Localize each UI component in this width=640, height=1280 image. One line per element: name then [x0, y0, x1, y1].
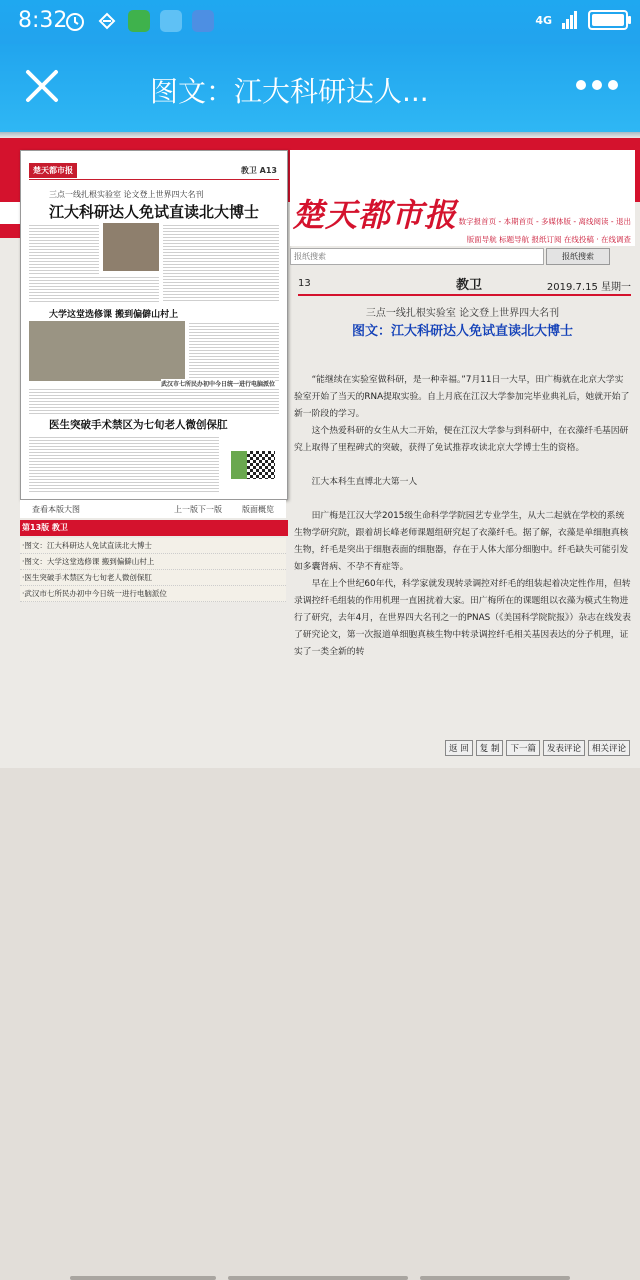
paragraph: 早在上个世纪60年代，科学家就发现转录调控对纤毛的组装起着决定性作用，但转录调控纤毛组装的作用机理一直困扰着大家。田广梅所在的课题组以衣藻为模式生物进行了研究，去年4月，在世界四大名刊之一的PNAS（《美国科学院院报》）杂志在线发表了研究论文，第一次报道单细胞真核生物中转录调控纤毛相关基因表达的分子机理，证实了一类全新的转: [294, 579, 631, 657]
edition-date: 2019.7.15 星期一: [546, 282, 631, 293]
copy-button[interactable]: 复 制: [476, 740, 504, 756]
article-list: [20, 538, 286, 602]
thumbnail-photo-1: [103, 223, 159, 271]
status-bar: [0, 0, 640, 44]
page-thumbnail[interactable]: [20, 150, 288, 500]
search-row: [290, 248, 635, 264]
search-button[interactable]: 报纸搜索: [546, 248, 610, 265]
list-item[interactable]: ·图文：大学这堂选修课 搬到偏僻山村上: [20, 554, 286, 570]
banner-tab-red: [0, 224, 20, 238]
cloud-app-icon: [192, 10, 214, 32]
next-article-button[interactable]: 下一篇: [506, 740, 540, 756]
banner-tab: [0, 202, 20, 224]
edition-name: 教卫: [456, 278, 483, 293]
sub-links[interactable]: 版面导航 标题导航 报纸订阅 在线投稿 · 在线调查: [466, 235, 631, 244]
status-time: 8:32: [18, 8, 68, 33]
top-links[interactable]: 数字报首页 - 本期首页 - 多媒体版 - 离线阅读 - 退出: [458, 217, 631, 226]
issue-label: 第13版 教卫: [20, 520, 288, 536]
thumbnail-logo: 楚天都市报: [29, 163, 77, 178]
view-large-link[interactable]: 查看本版大图: [32, 505, 80, 514]
prev-page-link[interactable]: 上一版: [174, 505, 198, 514]
back-button[interactable]: 返 回: [445, 740, 473, 756]
edition-row: [298, 274, 631, 296]
close-icon[interactable]: [22, 66, 62, 106]
edition-number: 13: [298, 278, 311, 289]
article-body: [294, 372, 632, 657]
shield-app-icon: [160, 10, 182, 32]
list-item[interactable]: ·医生突破手术禁区为七旬老人微创保肛: [20, 570, 286, 586]
list-item[interactable]: ·武汉市七所民办初中今日统一进行电脑派位: [20, 586, 286, 602]
network-type: 4G: [535, 13, 552, 27]
post-comment-button[interactable]: 发表评论: [543, 740, 585, 756]
paragraph: “能继续在实验室做科研，是一种幸福。”7月11日一大早，田广梅就在北京大学实验室开始了当天的RNA提取实验。自上月底在江汉大学参加完毕业典礼后，她就开始了新一阶段的学习。: [294, 375, 630, 419]
paragraph: 江大本科生直博北大第一人: [294, 477, 418, 487]
newspaper-logo: 楚天都市报: [292, 196, 458, 234]
paragraph: 这个热爱科研的女生从大二开始，便在江汉大学参与到科研中，在衣藻纤毛基因研究上取得了里程碑式的突破，获得了免试推荐攻读北京大学博士生的资格。: [294, 426, 629, 453]
more-icon[interactable]: [576, 80, 618, 90]
search-input[interactable]: [290, 248, 544, 265]
thumbnail-story-2: 大学这堂选修课 搬到偏僻山村上: [49, 310, 179, 320]
thumbnail-story-3: 医生突破手术禁区为七旬老人微创保肛: [49, 419, 228, 431]
article-actions: [445, 740, 630, 756]
title-bar: [0, 44, 640, 132]
thumbnail-lead: 三点一线扎根实验室 论文登上世界四大名刊: [49, 190, 204, 199]
alarm-icon: [64, 10, 86, 32]
page-title: 图文：江大科研达人...: [150, 75, 429, 108]
article-title: 图文：江大科研达人免试直读北大博士: [351, 324, 573, 339]
sync-icon: [96, 10, 118, 32]
signal-icon: [562, 11, 578, 29]
battery-icon: [588, 10, 628, 30]
related-comments-button[interactable]: 相关评论: [588, 740, 630, 756]
thumbnail-story-4: 武汉市七所民办初中今日统一进行电脑派位: [161, 381, 276, 388]
paragraph: 田广梅是江汉大学2015级生命科学学院园艺专业学生，从大二起就在学校的系统生物学研究院，跟着胡长峰老师课题组研究起了衣藻纤毛。据了解，衣藻是单细胞真核生物，纤毛是突出于细胞表面的细胞器，存在于人体大部分细胞中。纤毛缺失可能引发如多囊肾病、不孕不育症等。: [294, 511, 629, 572]
thumbnail-section: 教卫 A13: [240, 166, 277, 175]
next-page-link[interactable]: 下一版: [198, 505, 222, 514]
list-item[interactable]: ·图文：江大科研达人免试直读北大博士: [20, 538, 286, 554]
upload-app-icon: [128, 10, 150, 32]
thumbnail-qr-code: [247, 451, 275, 479]
masthead: [290, 150, 635, 246]
thumbnail-nav: [20, 500, 286, 518]
thumbnail-headline: 江大科研达人免试直读北大博士: [49, 203, 260, 221]
overview-link[interactable]: 版面概览: [242, 505, 274, 514]
article-kicker: 三点一线扎根实验室 论文登上世界四大名刊: [365, 308, 560, 319]
thumbnail-photo-2: [29, 321, 185, 381]
bottom-indicator: [0, 1276, 640, 1280]
